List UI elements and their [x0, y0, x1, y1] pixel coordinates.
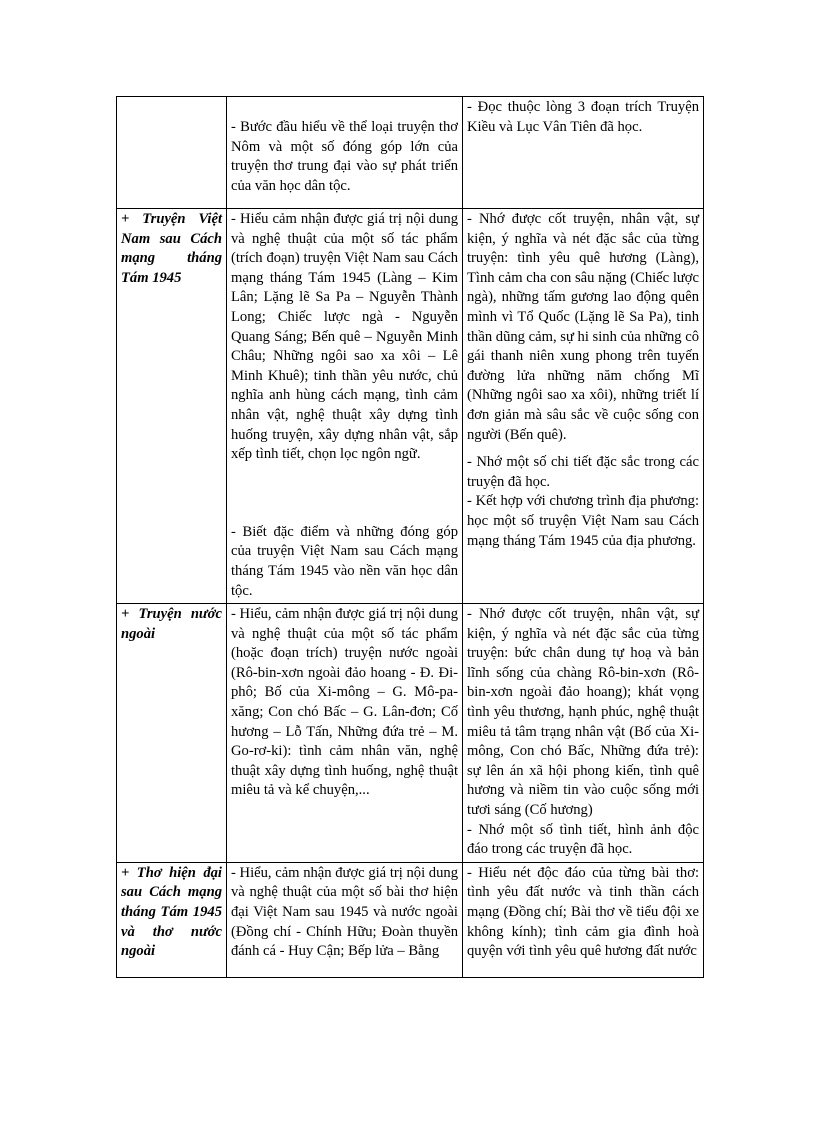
topic-cell	[117, 97, 227, 209]
note-text: - Nhớ một số tình tiết, hình ảnh độc đáo trong các truyện đã học.	[467, 821, 699, 858]
table-row	[117, 604, 704, 863]
notes-cell	[463, 97, 704, 209]
requirements-cell	[227, 862, 463, 977]
topic-text: + Thơ hiện đại sau Cách mạng tháng Tám 1945 và thơ nước ngoài	[121, 864, 222, 960]
note-text: - Nhớ một số chi tiết đặc sắc trong các truyện đã học.	[467, 454, 699, 490]
note-text: - Nhớ được cốt truyện, nhân vật, sự kiện, ý nghĩa và nét đặc sắc của từng truyện: bức chân dung tự hoạ và bản lĩnh sống của chàng Rô-bin-xơn (Rô-bin-xơn ngoài đảo hoang); khát vọng tình yêu thương, hạnh phúc, nghệ thuật miêu tả tâm trạng nhân vật (Bố của Xi-mông, Con chó Bấc, Những đứa trẻ): sự lên án xã hội phong kiến, tình quê hương và niềm tin vào cuộc sống mới tươi sáng (Cố hương)	[467, 606, 699, 819]
requirements-cell	[227, 209, 463, 604]
requirements-cell	[227, 604, 463, 863]
requirement-text: - Biết đặc điểm và những đóng góp của truyện Việt Nam sau Cách mạng tháng Tám 1945 vào nền văn học dân tộc.	[231, 523, 458, 599]
note-text: - Hiểu nét độc đáo của từng bài thơ: tình yêu đất nước và tinh thần cách mạng (Đồng chí; Bài thơ về tiểu đội xe không kính); tình cảm gia đình hoà quyện với tình yêu quê hương đất nước	[467, 864, 699, 960]
requirement-text: - Hiểu, cảm nhận được giá trị nội dung và nghệ thuật của một số bài thơ hiện đại Việt Nam sau 1945 và nước ngoài (Đồng chí - Chính Hữu; Đoàn thuyền đánh cá - Huy Cận; Bếp lửa – Bằng	[231, 864, 458, 960]
requirement-text: - Hiểu, cảm nhận được giá trị nội dung và nghệ thuật của một số tác phẩm (hoặc đoạn trích) truyện nước ngoài (Rô-bin-xơn ngoài đảo hoang - Đ. Đi-phô; Bố của Xi-mông – G. Mô-pa-xăng; Con chó Bấc – G. Lân-đơn; Cố hương – Lỗ Tấn, Những đứa trẻ – M. Go-rơ-ki): tình cảm nhân văn, nghệ thuật xây dựng tình huống, nghệ thuật miêu tả và kể chuyện,...	[231, 606, 458, 799]
curriculum-table	[116, 96, 704, 978]
table-row	[117, 862, 704, 977]
note-text: - Kết hợp với chương trình địa phương: học một số truyện Việt Nam sau Cách mạng tháng Tám 1945 của địa phương.	[467, 493, 699, 549]
requirement-text: - Hiểu cảm nhận được giá trị nội dung và nghệ thuật của một số tác phẩm (trích đoạn) truyện Việt Nam sau Cách mạng tháng Tám 1945 (Làng – Kim Lân; Lặng lẽ Sa Pa – Nguyễn Thành Long; Chiếc lược ngà - Nguyễn Quang Sáng; Bến quê – Nguyễn Minh Châu; Những ngôi sao xa xôi – Lê Minh Khuê); tinh thần yêu nước, chủ nghĩa anh hùng cách mạng, tình cảm nhân vật, nghệ thuật xây dựng tình huống truyện, xây dựng nhân vật, sắp xếp tình tiết, chọn lọc ngôn ngữ.	[231, 211, 458, 463]
table-row	[117, 97, 704, 209]
table-row	[117, 209, 704, 604]
note-text: - Đọc thuộc lòng 3 đoạn trích Truyện Kiều và Lục Vân Tiên đã học.	[467, 99, 699, 135]
notes-cell	[463, 862, 704, 977]
notes-cell	[463, 209, 704, 604]
topic-cell	[117, 209, 227, 604]
topic-cell	[117, 604, 227, 863]
topic-cell	[117, 862, 227, 977]
note-text: - Nhớ được cốt truyện, nhân vật, sự kiện, ý nghĩa và nét đặc sắc của từng truyện: tình yêu quê hương (Làng), Tình cảm cha con sâu nặng (Chiếc lược ngà), những tấm gương lao động quên mình vì Tổ Quốc (Lặng lẽ Sa Pa), tinh thần dũng cảm, sự hi sinh của những cô gái thanh niên xung phong trên tuyến đường lửa những năm chống Mĩ (Những ngôi sao xa xôi), những triết lí đơn giản mà sâu sắc về cuộc sống con người (Bến quê).	[467, 211, 699, 443]
topic-text: + Truyện Việt Nam sau Cách mạng tháng Tám 1945	[121, 211, 222, 286]
requirement-text: - Bước đầu hiểu về thể loại truyện thơ Nôm và một số đóng góp lớn của truyện thơ trung đại vào sự phát triển của văn học dân tộc.	[231, 119, 458, 194]
requirements-cell	[227, 97, 463, 209]
notes-cell	[463, 604, 704, 863]
topic-text: + Truyện nước ngoài	[121, 606, 222, 642]
